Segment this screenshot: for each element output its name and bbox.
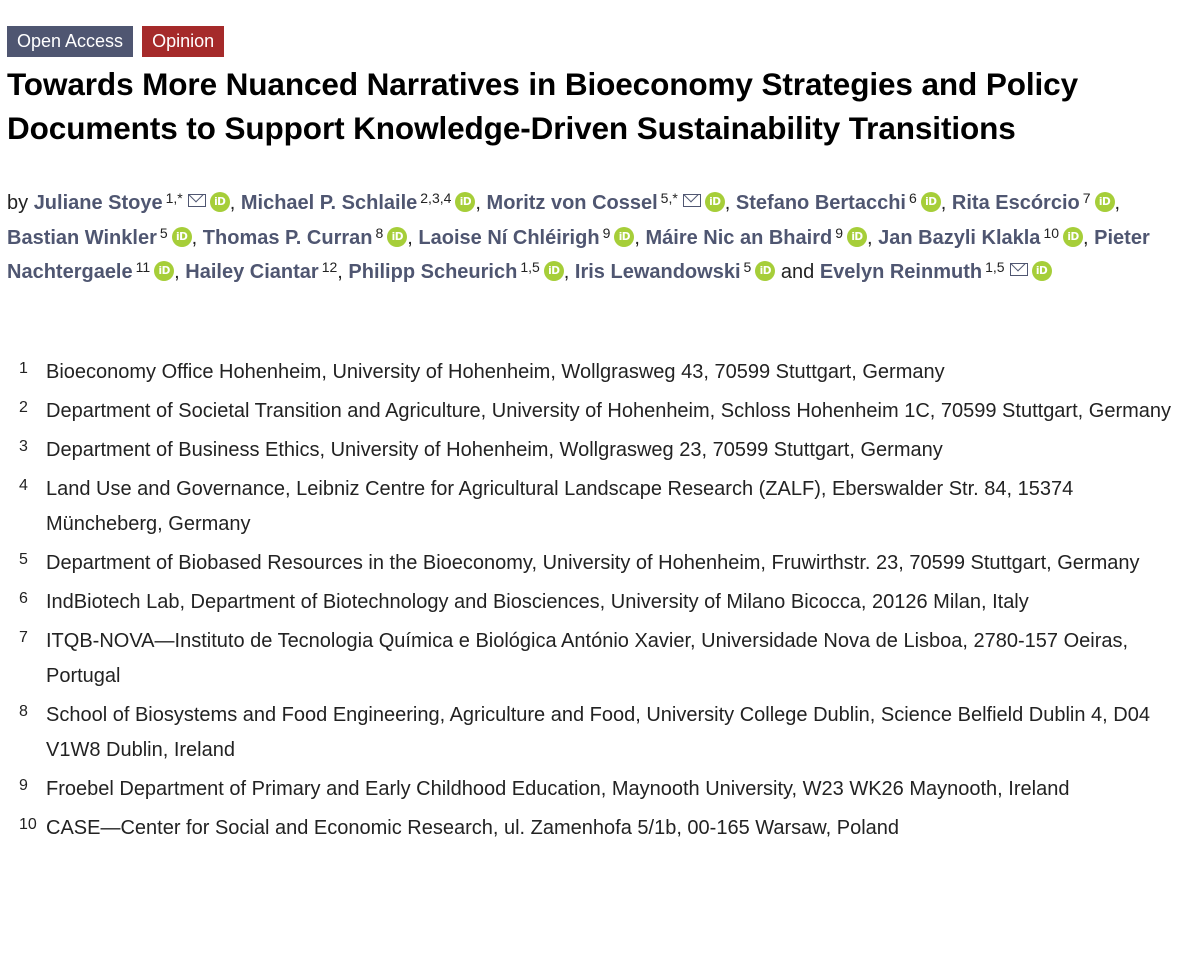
orcid-icon[interactable]: iD: [387, 227, 407, 247]
author-name-link[interactable]: Pieter Nachtergaele: [7, 226, 1150, 283]
affiliation-item: [7, 811, 1193, 846]
author-affiliation-sup: 1,5: [985, 259, 1005, 275]
affiliation-item: [7, 624, 1193, 694]
orcid-icon[interactable]: iD: [1095, 192, 1115, 212]
and-conjunction: and: [780, 261, 815, 283]
author-name-link[interactable]: Philipp Scheurich: [348, 261, 518, 283]
orcid-icon[interactable]: iD: [921, 192, 941, 212]
affiliation-item: [7, 585, 1193, 620]
email-icon[interactable]: [1010, 263, 1028, 276]
author-affiliation-sup: 7: [1082, 190, 1091, 206]
author-name-link[interactable]: Evelyn Reinmuth: [819, 261, 983, 283]
affiliation-text: Department of Business Ethics, University of Hohenheim, Wollgrasweg 23, 70599 Stuttgart, Germany: [46, 439, 943, 461]
article-badges: [7, 26, 1193, 57]
affiliation-number: 2: [19, 399, 28, 416]
orcid-icon[interactable]: iD: [755, 261, 775, 281]
affiliation-text: Froebel Department of Primary and Early Childhood Education, Maynooth University, W23 WK26 Maynooth, Ireland: [46, 778, 1070, 800]
email-icon[interactable]: [188, 194, 206, 207]
author-affiliation-sup: 5: [743, 259, 752, 275]
author-name-link[interactable]: Moritz von Cossel: [486, 192, 658, 214]
byline-prefix: by: [7, 192, 29, 214]
orcid-icon[interactable]: iD: [705, 192, 725, 212]
author-affiliation-sup: 9: [835, 224, 843, 241]
affiliation-number: 1: [19, 360, 28, 377]
author-name-link[interactable]: Iris Lewandowski: [574, 261, 741, 283]
affiliation-text: Land Use and Governance, Leibniz Centre for Agricultural Landscape Research (ZALF), Eberswalder Str. 84, 15374 Müncheberg, Germany: [46, 478, 1074, 535]
author-name-link[interactable]: Stefano Bertacchi: [735, 192, 906, 214]
affiliation-number: 7: [19, 629, 28, 646]
affiliation-item: [7, 472, 1193, 542]
orcid-icon[interactable]: iD: [210, 192, 230, 212]
email-icon[interactable]: [683, 194, 701, 207]
affiliation-text: Department of Societal Transition and Agriculture, University of Hohenheim, Schloss Hohenheim 1C, 70599 Stuttgart, Germany: [46, 400, 1172, 422]
author-affiliation-sup: 2,3,4: [420, 190, 452, 206]
orcid-icon[interactable]: iD: [847, 227, 867, 247]
orcid-icon[interactable]: iD: [1063, 227, 1083, 247]
author-name-link[interactable]: Laoise Ní Chléirigh: [418, 226, 600, 249]
author-name-link[interactable]: Hailey Ciantar: [185, 261, 319, 283]
author-affiliation-sup: 9: [602, 224, 611, 241]
author-affiliation-sup: 10: [1043, 224, 1060, 241]
orcid-icon[interactable]: iD: [154, 261, 174, 281]
article-title: Towards More Nuanced Narratives in Bioeconomy Strategies and Policy Documents to Support Knowledge-Driven Sustainability Transitions: [7, 66, 1079, 146]
author-name-link[interactable]: Máire Nic an Bhaird: [645, 226, 833, 249]
author-affiliation-sup: 1,*: [165, 190, 183, 206]
affiliation-number: 10: [19, 816, 37, 833]
author-name-link[interactable]: Bastian Winkler: [7, 226, 157, 249]
author-list: by Juliane Stoye $^{1,*}$ iD , Michael P. Schlaile $^{2,3,4}$ iD , Moritz von Cossel $^{5,*}$ iD , Stefano Bertacchi $^6$ iD , Rita Escórcio $^7$ iD , Bastian Winkler $^5$ iD , Thomas P. Curran $^8$ iD , Laoise Ní Chléirigh $^9$ iD , Máire Nic an Bhaird $^9$ iD , Jan Bazyli Klakla $^{10}$ iD , Pieter Nachtergaele $^{11}$ iD , Hailey Ciantar $^{12}$, Philipp Scheurich $^{1,5}$ iD , Iris Lewandowski $^5$ iD and Evelyn Reinmuth $^{1,5}$ iD: [7, 190, 1150, 283]
affiliation-number: 9: [19, 777, 28, 794]
affiliation-text: Bioeconomy Office Hohenheim, University of Hohenheim, Wollgrasweg 43, 70599 Stuttgart, Germany: [46, 361, 945, 383]
affiliation-number: 8: [19, 703, 28, 720]
author-affiliation-sup: 11: [135, 259, 151, 275]
orcid-icon[interactable]: iD: [614, 227, 634, 247]
affiliation-item: [7, 355, 1193, 390]
affiliation-text: IndBiotech Lab, Department of Biotechnology and Biosciences, University of Milano Bicocca, 20126 Milan, Italy: [46, 591, 1029, 613]
author-name-link[interactable]: Juliane Stoye: [33, 192, 163, 214]
author-affiliation-sup: 12: [321, 259, 338, 275]
affiliation-item: [7, 546, 1193, 581]
article-type-badge[interactable]: Opinion: [142, 26, 224, 57]
affiliation-text: ITQB-NOVA—Instituto de Tecnologia Química e Biológica António Xavier, Universidade Nova de Lisboa, 2780-157 Oeiras, Portugal: [46, 630, 1129, 687]
article-header: [7, 26, 1193, 57]
affiliation-item: [7, 394, 1193, 429]
affiliation-text: School of Biosystems and Food Engineering, Agriculture and Food, University College Dublin, Science Belfield Dublin 4, D04 V1W8 Dublin, Ireland: [46, 704, 1150, 761]
orcid-icon[interactable]: iD: [544, 261, 564, 281]
affiliation-item: [7, 772, 1193, 807]
affiliation-text: Department of Biobased Resources in the Bioeconomy, University of Hohenheim, Fruwirthstr. 23, 70599 Stuttgart, Germany: [46, 552, 1140, 574]
orcid-icon[interactable]: iD: [172, 227, 192, 247]
author-affiliation-sup: 1,5: [520, 259, 540, 275]
author-affiliation-sup: 6: [908, 190, 917, 206]
affiliation-item: [7, 433, 1193, 468]
author-affiliation-sup: 5,*: [660, 190, 678, 206]
open-access-badge[interactable]: Open Access: [7, 26, 133, 57]
author-name-link[interactable]: Rita Escórcio: [951, 192, 1080, 214]
affiliation-number: 3: [19, 438, 28, 455]
orcid-icon[interactable]: iD: [1032, 261, 1052, 281]
author-affiliation-sup: 5: [159, 224, 168, 241]
affiliation-number: 6: [19, 590, 28, 607]
affiliation-item: [7, 698, 1193, 768]
author-name-link[interactable]: Thomas P. Curran: [202, 226, 373, 249]
affiliation-list: [7, 355, 1193, 850]
affiliation-number: 5: [19, 551, 28, 568]
author-affiliation-sup: 8: [375, 224, 384, 241]
author-name-link[interactable]: Michael P. Schlaile: [240, 192, 418, 214]
affiliation-number: 4: [19, 477, 28, 494]
orcid-icon[interactable]: iD: [455, 192, 475, 212]
author-name-link[interactable]: Jan Bazyli Klakla: [878, 226, 1041, 249]
affiliation-text: CASE—Center for Social and Economic Research, ul. Zamenhofa 5/1b, 00-165 Warsaw, Poland: [46, 817, 900, 839]
